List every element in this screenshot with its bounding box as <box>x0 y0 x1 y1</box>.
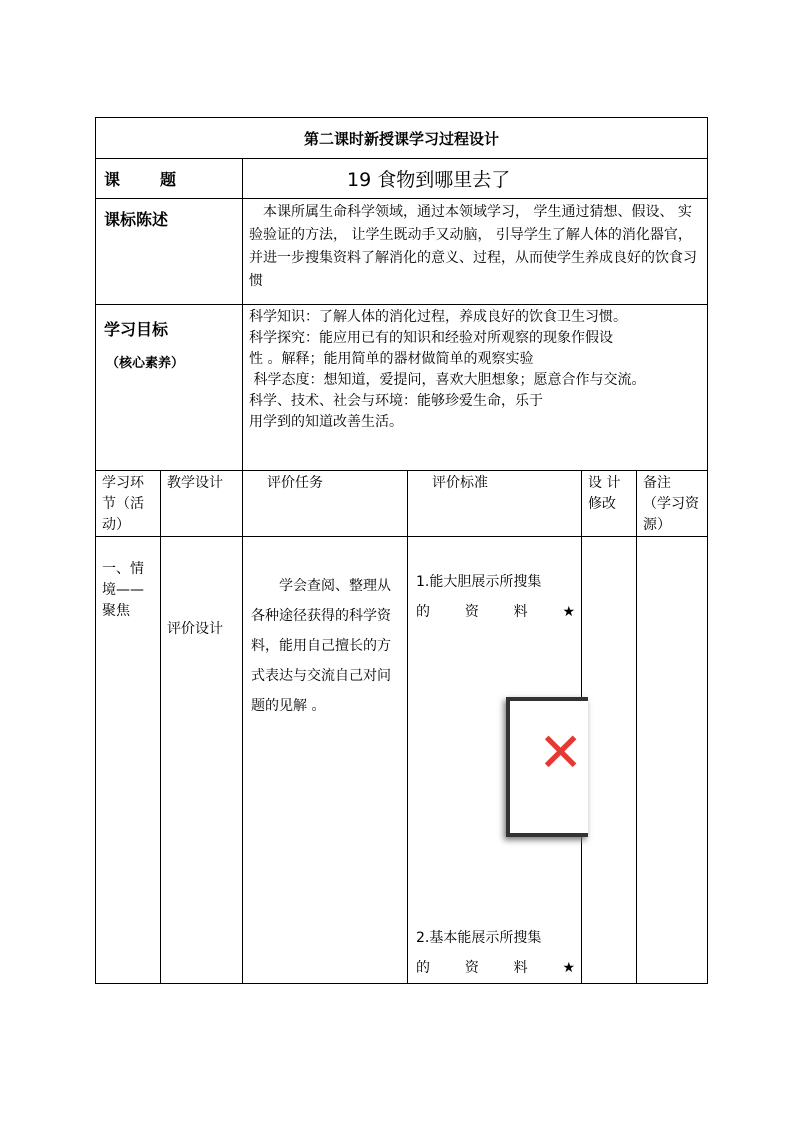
criteria-char: 料 <box>513 960 528 976</box>
topic-label <box>96 159 243 199</box>
header-notes: 备注 （学习资源） <box>637 471 708 537</box>
goals-line: 科学态度：想知道，爱提问，喜欢大胆想象；愿意合作与交流。 <box>249 372 646 388</box>
topic-value: 19 食物到哪里去了 <box>243 159 708 199</box>
lesson-design-table <box>95 117 708 984</box>
criteria-item-2-cont <box>416 953 575 983</box>
goals-label: 学习目标 <box>104 320 169 339</box>
criteria-char: 料 <box>513 604 528 620</box>
stage-cell: 一、情境——聚焦 <box>96 537 161 984</box>
goals-line: 科学、技术、社会与环境：能够珍爱生命，乐于 <box>249 393 543 409</box>
goals-text <box>243 305 708 471</box>
design-cell: 评价设计 <box>161 537 243 984</box>
goals-line: 科学知识：了解人体的消化过程，养成良好的饮食卫生习惯。 <box>249 309 627 325</box>
goals-line: 性 。解释；能用简单的器材做简单的观察实验 <box>249 351 534 367</box>
criteria-item-1: 1.能大胆展示所搜集 <box>416 574 542 590</box>
criteria-char: 资 <box>464 604 479 620</box>
header-design: 教学设计 <box>161 471 243 537</box>
header-stage: 学习环节（活动） <box>96 471 161 537</box>
notes-cell <box>637 537 708 984</box>
red-x-icon: ✕ <box>538 721 584 784</box>
criteria-char: 的 <box>416 960 430 976</box>
task-text: 学会查阅、整理从各种途径获得的科学资料，能用自己擅长的方式表达与交流自己对问题的见解 。 <box>251 578 391 714</box>
topic-label-part1: 课 <box>104 170 121 189</box>
star-icon: ★ <box>562 960 575 976</box>
criteria-cell <box>408 537 582 984</box>
table-title: 第二课时新授课学习过程设计 <box>96 118 708 159</box>
standard-label: 课标陈述 <box>96 199 243 305</box>
standard-text <box>243 199 708 305</box>
criteria-item-1-cont <box>416 597 575 627</box>
goals-sub-label: （核心素养） <box>106 356 185 371</box>
header-task: 评价任务 <box>243 471 408 537</box>
task-cell <box>243 537 408 984</box>
goals-line: 用学到的知道改善生活。 <box>249 414 403 430</box>
criteria-char: 资 <box>464 960 479 976</box>
header-criteria: 评价标准 <box>408 471 582 537</box>
criteria-item-2: 2.基本能展示所搜集 <box>416 930 542 946</box>
header-revision: 设 计修改 <box>582 471 637 537</box>
revision-cell <box>582 537 637 984</box>
broken-image-icon <box>506 697 588 837</box>
goals-label-cell <box>96 305 243 471</box>
star-icon: ★ <box>562 604 575 620</box>
goals-line: 科学探究：能应用已有的知识和经验对所观察的现象作假设 <box>249 330 613 346</box>
standard-text-content: 本课所属生命科学领域，通过本领域学习， 学生通过猜想、假设、 实验验证的方法， 让学生既动手又动脑， 引导学生了解人体的消化器官，并进一步搜集资料了解消化的意义、过程，从而使学生养成良好的饮食习惯 <box>249 204 697 289</box>
topic-label-part2: 题 <box>160 170 177 189</box>
criteria-char: 的 <box>416 604 430 620</box>
